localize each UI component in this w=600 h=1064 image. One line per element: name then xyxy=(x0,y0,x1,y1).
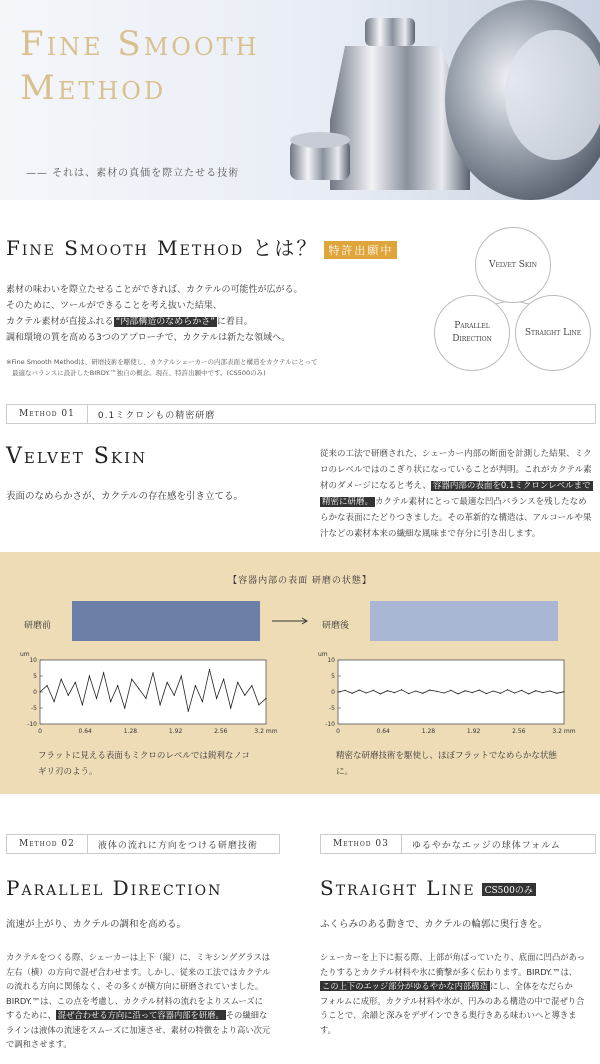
circle-straight-line: Straight Line xyxy=(515,295,591,371)
y-tick-label: -5 xyxy=(31,705,37,712)
profile-point xyxy=(174,695,175,696)
text-line xyxy=(6,282,426,298)
body-text: す。 xyxy=(320,1024,336,1035)
hero-title-line2: Method xyxy=(20,68,167,108)
before-caption-line2: ギリ刃のよう。 xyxy=(38,767,98,777)
body-text: カクテル素材にとって最適な凹凸バランスを残したなめ xyxy=(375,497,587,507)
text-line xyxy=(320,994,598,1009)
arrow-icon xyxy=(270,616,310,626)
body-text: うことで、余韻と深みをデザインできる奥行きある味わいへと導きま xyxy=(320,1010,577,1020)
profile-point xyxy=(422,693,423,694)
method01-bar xyxy=(6,404,596,424)
x-tick-label: 2.56 xyxy=(512,728,526,735)
profile-point xyxy=(188,711,189,712)
profile-point xyxy=(521,690,522,691)
highlight-text: “内部構造のなめらかさ” xyxy=(115,317,215,327)
profile-point xyxy=(563,691,564,692)
after-profile-chart xyxy=(316,648,596,743)
method02-text: 液体の流れに方向をつける研磨技術 xyxy=(97,840,258,851)
circle-parallel-direction: Parallel Direction xyxy=(434,295,510,371)
body-text: で調和させます。 xyxy=(6,1039,72,1049)
text-line xyxy=(6,979,296,994)
x-tick-label: 3.2 mm xyxy=(552,728,576,735)
profile-point xyxy=(152,672,153,673)
body-text: ラインは液体の流速をスムーズに加速させ、素材の特徴をより高い次元 xyxy=(6,1024,271,1035)
method02-title: Parallel Direction xyxy=(6,876,223,900)
profile-point xyxy=(209,669,210,670)
body-text: たりするとカクテル材料や氷に衝撃が多く伝わります。BIRDY.™は、 xyxy=(320,966,578,977)
intro-note-line1: ※Fine Smooth Methodは、研磨技術を駆使し、カクテルシェーカーの内部表面と構造をカクテルにとって xyxy=(6,358,318,366)
profile-point xyxy=(230,707,231,708)
y-tick-label: 10 xyxy=(327,657,335,664)
text-line xyxy=(320,1023,598,1038)
profile-point xyxy=(500,693,501,694)
body-text: カクテルをつくる際、シェーカーは上下（縦）に、ミキシンググラスは xyxy=(6,952,271,962)
profile-point xyxy=(352,693,353,694)
body-text: BIRDY.™は、この点を考慮し、カクテル材料の流れをよりスムーズに xyxy=(6,995,263,1006)
highlight-text: 容器内部の表面を0.1ミクロンレベルまで xyxy=(432,481,591,491)
after-label: 研磨後 xyxy=(322,621,350,631)
y-tick-label: -10 xyxy=(325,721,335,728)
method03-text: ゆるやかなエッジの球体フォルム xyxy=(411,840,561,851)
highlight-text: この上下のエッジ部分がゆるやかな内部構造 xyxy=(322,981,488,991)
after-caption xyxy=(336,748,586,780)
profile-point xyxy=(145,698,146,699)
text-line xyxy=(320,510,598,526)
method01-title: Velvet Skin xyxy=(6,444,148,469)
text-line xyxy=(320,950,598,965)
body-text: シェーカーを上下に振る際、上部が角ばっていたり、底面に凹凸があっ xyxy=(320,952,586,962)
profile-point xyxy=(429,689,430,690)
intro-title xyxy=(6,232,397,261)
body-text: そのために、ツールができることを考え抜いた結果、 xyxy=(6,301,222,311)
body-text: フォルムに成形。カクテル材料や氷が、円みのある構造の中で混ぜり合 xyxy=(320,995,585,1006)
body-text: 調和環境の質を高める3つのアプローチで、カクテルは新たな領域へ。 xyxy=(6,333,291,343)
method02-label: Method 02 xyxy=(7,835,88,853)
profile-point xyxy=(46,685,47,686)
profile-point xyxy=(394,692,395,693)
profile-point xyxy=(131,679,132,680)
text-line xyxy=(6,1037,296,1052)
cs500-badge: CS500のみ xyxy=(482,883,536,896)
profile-point xyxy=(380,693,381,694)
profile-point xyxy=(472,692,473,693)
profile-point xyxy=(408,693,409,694)
profile-point xyxy=(265,698,266,699)
text-line xyxy=(320,1008,598,1023)
text-line xyxy=(320,494,598,510)
x-tick-label: 1.92 xyxy=(168,728,183,735)
profile-point xyxy=(344,690,345,691)
hero-banner xyxy=(0,0,600,200)
plot-area xyxy=(338,660,564,724)
body-text: カクテル素材が直接ふれる xyxy=(6,317,114,327)
profile-point xyxy=(535,690,536,691)
highlight-text: 混ぜ合わせる方向に沿って容器内部を研磨。 xyxy=(57,1010,224,1020)
body-text: するために、 xyxy=(6,1010,56,1020)
hero-title-line1: Fine Smooth xyxy=(20,24,260,64)
y-unit-label: um xyxy=(20,651,30,658)
text-line xyxy=(6,330,426,346)
body-text: 従来の工法で研磨された、シェーカー内部の断面を計測した結果、ミク xyxy=(320,449,592,459)
before-surface-swatch xyxy=(72,601,260,641)
text-line xyxy=(320,965,598,980)
profile-point xyxy=(89,675,90,676)
body-text: 左右（横）の方向で混ぜ合わせます。しかし、従来の工法ではカクテル xyxy=(6,966,271,977)
before-caption-line1: フラットに見える表面もミクロのレベルでは鋭利なノコ xyxy=(38,751,250,761)
text-line xyxy=(320,526,598,542)
method03-bar xyxy=(320,834,596,854)
profile-point xyxy=(237,682,238,683)
x-tick-label: 1.28 xyxy=(421,728,436,735)
profile-point xyxy=(202,701,203,702)
profile-point xyxy=(486,693,487,694)
after-caption-line2: に。 xyxy=(336,767,354,777)
x-tick-label: 2.56 xyxy=(214,728,228,735)
body-text: ロのレベルではのこぎり状になっていることが判明。これがカクテル素 xyxy=(320,465,592,475)
method01-text: 0.1ミクロンもの精密研磨 xyxy=(97,410,216,421)
profile-point xyxy=(181,675,182,676)
x-tick-label: 0 xyxy=(336,728,340,735)
profile-point xyxy=(457,693,458,694)
before-caption xyxy=(38,748,278,780)
profile-point xyxy=(96,698,97,699)
y-tick-label: -10 xyxy=(27,721,37,728)
intro-paragraph xyxy=(6,282,426,346)
profile-point xyxy=(251,685,252,686)
plot-area xyxy=(40,660,266,724)
profile-point xyxy=(110,701,111,702)
text-line xyxy=(320,462,598,478)
y-tick-label: 0 xyxy=(331,689,335,696)
y-tick-label: 5 xyxy=(33,673,37,680)
profile-point xyxy=(549,690,550,691)
text-line xyxy=(6,1008,296,1023)
profile-point xyxy=(258,704,259,705)
profile-point xyxy=(195,685,196,686)
profile-point xyxy=(359,689,360,690)
method03-body xyxy=(320,950,598,1037)
profile-point xyxy=(401,689,402,690)
body-text: 材のダメージになると考え、 xyxy=(320,481,431,491)
profile-point xyxy=(138,688,139,689)
profile-point xyxy=(436,691,437,692)
y-unit-label: um xyxy=(318,651,328,658)
x-tick-label: 0 xyxy=(38,728,42,735)
before-profile-chart xyxy=(18,648,293,743)
before-label: 研磨前 xyxy=(24,621,52,631)
profile-point xyxy=(75,682,76,683)
profile-point xyxy=(61,679,62,680)
x-tick-label: 3.2 mm xyxy=(254,728,278,735)
profile-point xyxy=(39,691,40,692)
x-tick-label: 1.92 xyxy=(466,728,481,735)
profile-point xyxy=(387,690,388,691)
text-line xyxy=(320,979,598,994)
profile-point xyxy=(366,692,367,693)
text-line xyxy=(6,314,426,330)
body-text: にし、全体をなだらか xyxy=(489,981,573,991)
body-text: らかな表面にたどりつきました。その革新的な構造は、アルコールや果 xyxy=(320,513,592,523)
text-line xyxy=(6,965,296,980)
profile-point xyxy=(507,689,508,690)
after-caption-line1: 精密な研磨技術を駆使し、ほぼフラットでなめらかな状態 xyxy=(336,751,557,761)
profile-point xyxy=(493,690,494,691)
body-text: に着目。 xyxy=(216,317,253,327)
y-tick-label: 5 xyxy=(331,673,335,680)
profile-point xyxy=(373,690,374,691)
profile-point xyxy=(216,698,217,699)
method03-title xyxy=(320,876,536,900)
x-tick-label: 1.28 xyxy=(123,728,138,735)
profile-point xyxy=(337,691,338,692)
method03-lead: ふくらみのある動きで、カクテルの輪郭に奥行きを。 xyxy=(320,919,548,930)
profile-point xyxy=(542,692,543,693)
y-tick-label: 0 xyxy=(33,689,37,696)
profile-point xyxy=(528,693,529,694)
profile-point xyxy=(514,692,515,693)
profile-point xyxy=(465,690,466,691)
profile-point xyxy=(415,690,416,691)
profile-point xyxy=(82,704,83,705)
after-surface-swatch xyxy=(370,601,558,641)
method01-lead: 表面のなめらかさが、カクテルの存在感を引き立てる。 xyxy=(6,491,244,502)
text-line xyxy=(6,298,426,314)
profile-point xyxy=(244,695,245,696)
text-line xyxy=(6,994,296,1009)
profile-point xyxy=(124,707,125,708)
method01-body xyxy=(320,446,598,542)
profile-point xyxy=(223,679,224,680)
intro-note-line2: 最適なバランスに設計したBIRDY.™独自の概念。現在、特許出願中です。(CS500のみ) xyxy=(12,369,266,377)
text-line xyxy=(6,950,296,965)
method03-title-text: Straight Line xyxy=(320,876,476,900)
profile-point xyxy=(556,693,557,694)
profile-point xyxy=(117,685,118,686)
profile-point xyxy=(443,692,444,693)
y-tick-label: -5 xyxy=(329,705,335,712)
method02-lead: 流速が上がり、カクテルの調和を高める。 xyxy=(6,919,187,930)
text-line xyxy=(6,1023,296,1038)
method03-label: Method 03 xyxy=(321,835,402,853)
method02-bar xyxy=(6,834,280,854)
profile-point xyxy=(103,672,104,673)
profile-point xyxy=(54,701,55,702)
body-text: 素材の味わいを際立たせることができれば、カクテルの可能性が広がる。 xyxy=(6,285,303,295)
x-tick-label: 0.64 xyxy=(376,728,390,735)
method02-body xyxy=(6,950,296,1052)
hero-subtitle: —— それは、素材の真価を際立たせる技術 xyxy=(26,168,240,179)
y-tick-label: 10 xyxy=(29,657,37,664)
highlight-text: 精密に研磨。 xyxy=(322,497,374,507)
surface-heading: 【容器内部の表面 研磨の状態】 xyxy=(228,576,372,586)
body-text: その繊細な xyxy=(225,1010,268,1020)
profile-point xyxy=(479,689,480,690)
profile-point xyxy=(450,690,451,691)
profile-point xyxy=(167,682,168,683)
text-line xyxy=(320,478,598,494)
intro-note xyxy=(6,357,426,379)
patent-badge: 特許出願中 xyxy=(324,241,397,259)
text-line xyxy=(320,446,598,462)
intro-title-text: Fine Smooth Method とは？ xyxy=(6,236,319,260)
method01-label: Method 01 xyxy=(7,405,88,423)
profile-point xyxy=(159,704,160,705)
body-text: の流れる方向に関係なく、その多くが横方向に研磨されていました。 xyxy=(6,981,264,991)
body-text: 汁などの素材本来の繊細な風味まで存分に引き出します。 xyxy=(320,529,541,539)
hero-title xyxy=(20,22,260,110)
profile-point xyxy=(68,695,69,696)
x-tick-label: 0.64 xyxy=(78,728,92,735)
circle-velvet-skin: Velvet Skin xyxy=(475,227,551,303)
